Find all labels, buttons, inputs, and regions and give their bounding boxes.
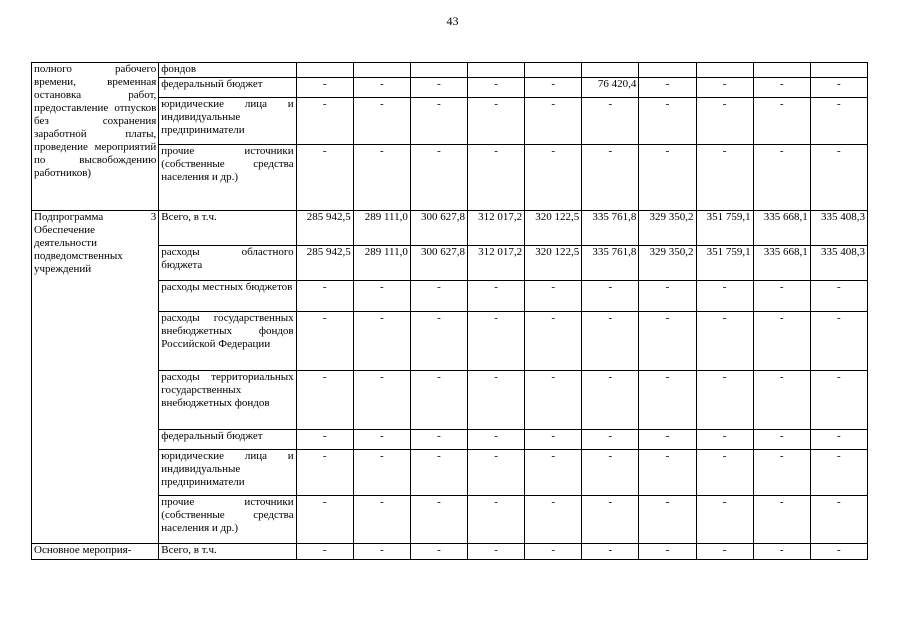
value-cell: - bbox=[468, 98, 525, 145]
value-cell: - bbox=[639, 450, 696, 496]
value-cell: - bbox=[410, 496, 467, 544]
funding-source-cell: расходы местных бюджетов bbox=[159, 281, 296, 312]
value-cell: - bbox=[525, 281, 582, 312]
value-cell: 300 627,8 bbox=[410, 246, 467, 281]
value-cell: 329 350,2 bbox=[639, 246, 696, 281]
value-cell: - bbox=[296, 430, 353, 450]
value-cell: 335 668,1 bbox=[753, 211, 810, 246]
value-cell: - bbox=[753, 496, 810, 544]
value-cell: - bbox=[296, 450, 353, 496]
value-cell: - bbox=[468, 450, 525, 496]
value-cell: - bbox=[810, 371, 867, 430]
value-cell: - bbox=[525, 371, 582, 430]
value-cell: - bbox=[410, 430, 467, 450]
table-row bbox=[32, 63, 868, 78]
value-cell: - bbox=[753, 312, 810, 371]
value-cell: - bbox=[525, 145, 582, 211]
value-cell: 300 627,8 bbox=[410, 211, 467, 246]
value-cell bbox=[296, 63, 353, 78]
value-cell: - bbox=[810, 312, 867, 371]
value-cell: 76 420,4 bbox=[582, 78, 639, 98]
value-cell: - bbox=[639, 371, 696, 430]
value-cell: 312 017,2 bbox=[468, 211, 525, 246]
value-cell: - bbox=[353, 450, 410, 496]
value-cell: - bbox=[639, 430, 696, 450]
funding-source-cell: расходы областного бюджета bbox=[159, 246, 296, 281]
value-cell: - bbox=[582, 544, 639, 560]
funding-source-cell: федеральный бюджет bbox=[159, 430, 296, 450]
value-cell: - bbox=[810, 281, 867, 312]
value-cell: - bbox=[639, 281, 696, 312]
funding-source-cell: прочие источники (собственные средства населения и др.) bbox=[159, 145, 296, 211]
value-cell: - bbox=[468, 430, 525, 450]
value-cell: - bbox=[468, 281, 525, 312]
value-cell: - bbox=[410, 78, 467, 98]
value-cell: - bbox=[753, 145, 810, 211]
value-cell: - bbox=[468, 145, 525, 211]
funding-source-cell: федеральный бюджет bbox=[159, 78, 296, 98]
value-cell: - bbox=[296, 145, 353, 211]
value-cell bbox=[696, 63, 753, 78]
value-cell: - bbox=[410, 371, 467, 430]
value-cell: 329 350,2 bbox=[639, 211, 696, 246]
value-cell: - bbox=[525, 544, 582, 560]
value-cell: - bbox=[753, 78, 810, 98]
value-cell: - bbox=[582, 145, 639, 211]
measure-name-cell: Основное мероприя- bbox=[32, 544, 159, 560]
value-cell: - bbox=[410, 312, 467, 371]
value-cell: - bbox=[582, 430, 639, 450]
value-cell bbox=[353, 63, 410, 78]
value-cell: - bbox=[410, 450, 467, 496]
value-cell: - bbox=[810, 450, 867, 496]
value-cell: - bbox=[353, 145, 410, 211]
value-cell: - bbox=[639, 496, 696, 544]
table-row bbox=[32, 211, 868, 246]
value-cell: - bbox=[696, 371, 753, 430]
value-cell: - bbox=[810, 430, 867, 450]
value-cell: 285 942,5 bbox=[296, 211, 353, 246]
value-cell bbox=[525, 63, 582, 78]
value-cell: 335 408,3 bbox=[810, 246, 867, 281]
value-cell: - bbox=[582, 98, 639, 145]
value-cell: - bbox=[296, 371, 353, 430]
funding-source-cell: расходы государственных внебюджетных фондов Российской Федерации bbox=[159, 312, 296, 371]
funding-source-cell: прочие источники (собственные средства населения и др.) bbox=[159, 496, 296, 544]
value-cell bbox=[810, 63, 867, 78]
value-cell: - bbox=[468, 78, 525, 98]
value-cell: - bbox=[468, 371, 525, 430]
table-row bbox=[32, 544, 868, 560]
value-cell: - bbox=[468, 496, 525, 544]
value-cell: 320 122,5 bbox=[525, 246, 582, 281]
value-cell bbox=[410, 63, 467, 78]
value-cell: 335 761,8 bbox=[582, 211, 639, 246]
value-cell: - bbox=[353, 312, 410, 371]
value-cell: 289 111,0 bbox=[353, 246, 410, 281]
value-cell: 351 759,1 bbox=[696, 211, 753, 246]
value-cell: - bbox=[639, 145, 696, 211]
funding-source-cell: расходы территориальных государственных внебюджетных фондов bbox=[159, 371, 296, 430]
value-cell: - bbox=[525, 496, 582, 544]
value-cell: - bbox=[525, 312, 582, 371]
value-cell: - bbox=[639, 312, 696, 371]
value-cell: - bbox=[582, 450, 639, 496]
value-cell: - bbox=[353, 78, 410, 98]
value-cell: - bbox=[810, 78, 867, 98]
value-cell: - bbox=[582, 281, 639, 312]
value-cell: - bbox=[296, 544, 353, 560]
value-cell: 320 122,5 bbox=[525, 211, 582, 246]
value-cell: 351 759,1 bbox=[696, 246, 753, 281]
value-cell bbox=[639, 63, 696, 78]
value-cell: - bbox=[696, 312, 753, 371]
value-cell bbox=[468, 63, 525, 78]
value-cell: - bbox=[525, 430, 582, 450]
value-cell: - bbox=[696, 98, 753, 145]
value-cell: - bbox=[810, 496, 867, 544]
value-cell: - bbox=[753, 430, 810, 450]
value-cell: - bbox=[296, 496, 353, 544]
value-cell: - bbox=[582, 371, 639, 430]
measure-name-cell: Подпрограмма 3 Обеспечение деятельности подведомственных учреждений bbox=[32, 211, 159, 544]
value-cell: - bbox=[525, 98, 582, 145]
value-cell: - bbox=[410, 98, 467, 145]
value-cell: - bbox=[353, 371, 410, 430]
funding-source-cell: фондов bbox=[159, 63, 296, 78]
value-cell: - bbox=[582, 312, 639, 371]
value-cell: - bbox=[810, 544, 867, 560]
value-cell: - bbox=[410, 145, 467, 211]
value-cell: 335 668,1 bbox=[753, 246, 810, 281]
value-cell: - bbox=[410, 544, 467, 560]
value-cell: - bbox=[639, 544, 696, 560]
measure-name-cell: полного рабочего времени, временная остановка работ, предоставление отпусков без сохранения заработной платы, проведение мероприятий по высвобождению работников) bbox=[32, 63, 159, 211]
value-cell: - bbox=[525, 450, 582, 496]
value-cell: - bbox=[353, 496, 410, 544]
value-cell: - bbox=[696, 145, 753, 211]
value-cell: - bbox=[753, 98, 810, 145]
value-cell: - bbox=[696, 281, 753, 312]
value-cell: - bbox=[810, 98, 867, 145]
page-number: 43 bbox=[446, 14, 459, 28]
funding-source-cell: юридические лица и индивидуальные предприниматели bbox=[159, 450, 296, 496]
value-cell: - bbox=[353, 281, 410, 312]
value-cell: 289 111,0 bbox=[353, 211, 410, 246]
value-cell bbox=[753, 63, 810, 78]
value-cell: - bbox=[353, 98, 410, 145]
value-cell: - bbox=[753, 544, 810, 560]
budget-table bbox=[31, 62, 868, 560]
value-cell: - bbox=[582, 496, 639, 544]
value-cell: - bbox=[296, 98, 353, 145]
value-cell: 312 017,2 bbox=[468, 246, 525, 281]
value-cell: - bbox=[525, 78, 582, 98]
funding-source-cell: юридические лица и индивидуальные предприниматели bbox=[159, 98, 296, 145]
funding-source-cell: Всего, в т.ч. bbox=[159, 544, 296, 560]
value-cell: - bbox=[353, 430, 410, 450]
value-cell: - bbox=[639, 78, 696, 98]
value-cell: 335 761,8 bbox=[582, 246, 639, 281]
value-cell: - bbox=[639, 98, 696, 145]
value-cell: - bbox=[696, 78, 753, 98]
value-cell: - bbox=[468, 544, 525, 560]
value-cell: - bbox=[810, 145, 867, 211]
value-cell: - bbox=[468, 312, 525, 371]
value-cell: - bbox=[753, 281, 810, 312]
value-cell: - bbox=[296, 312, 353, 371]
value-cell: - bbox=[753, 450, 810, 496]
value-cell: - bbox=[296, 78, 353, 98]
funding-source-cell: Всего, в т.ч. bbox=[159, 211, 296, 246]
value-cell: 285 942,5 bbox=[296, 246, 353, 281]
value-cell: 335 408,3 bbox=[810, 211, 867, 246]
value-cell: - bbox=[696, 496, 753, 544]
value-cell: - bbox=[353, 544, 410, 560]
value-cell: - bbox=[296, 281, 353, 312]
value-cell: - bbox=[753, 371, 810, 430]
value-cell: - bbox=[410, 281, 467, 312]
value-cell: - bbox=[696, 450, 753, 496]
value-cell bbox=[582, 63, 639, 78]
value-cell: - bbox=[696, 430, 753, 450]
value-cell: - bbox=[696, 544, 753, 560]
